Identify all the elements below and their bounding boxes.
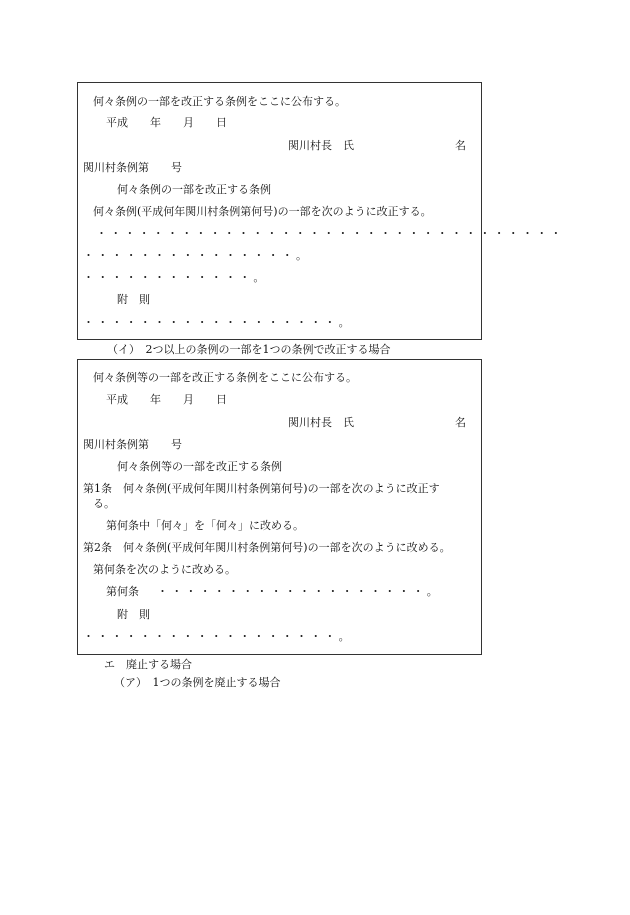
ordinance-template-box-1 bbox=[77, 82, 565, 340]
mayor-name-char: 名 bbox=[455, 139, 466, 152]
ordinance-number: 関川村条例第 号 bbox=[83, 161, 182, 174]
article-2-amendment: 第何条を次のように改める。 bbox=[93, 563, 236, 576]
article-1-amendment: 第何条中「何々」を「何々」に改める。 bbox=[106, 519, 304, 532]
promulgation-text: 何々条例の一部を改正する条例をここに公布する。 bbox=[93, 95, 346, 108]
caption-case-i: （イ） 2つ以上の条例の一部を1つの条例で改正する場合 bbox=[107, 343, 391, 356]
ellipsis-line-4: ・・・・・・・・・・・・・・・・・・。 bbox=[83, 316, 353, 329]
article-1: 第1条 何々条例(平成何年関川村条例第何号)の一部を次のように改正す bbox=[83, 482, 440, 495]
promulgation-text: 何々条例等の一部を改正する条例をここに公布する。 bbox=[93, 371, 357, 384]
ellipsis-line-2: ・・・・・・・・・・・・・・・。 bbox=[83, 249, 311, 262]
ordinance-number: 関川村条例第 号 bbox=[83, 438, 182, 451]
ellipsis-line-end: ・・・・・・・・・・・・・・・・・・。 bbox=[83, 630, 353, 643]
mayor-label: 関川村長 氏 bbox=[288, 416, 354, 429]
heading-abolition: エ 廃止する場合 bbox=[104, 658, 192, 671]
article-2: 第2条 何々条例(平成何年関川村条例第何号)の一部を次のように改める。 bbox=[83, 541, 451, 554]
ordinance-template-box-2 bbox=[77, 359, 482, 655]
article-clause-ellipsis: ・・・・・・・・・・・・・・・・・・・。 bbox=[157, 585, 441, 598]
mayor-label: 関川村長 氏 bbox=[288, 139, 354, 152]
supplementary-provisions: 附 則 bbox=[117, 608, 150, 621]
article-1-continuation: る。 bbox=[93, 497, 115, 510]
ellipsis-line-1: ・・・・・・・・・・・・・・・・・・・・・・・・・・・・・・・・・ bbox=[96, 227, 565, 240]
amendment-body: 何々条例(平成何年関川村条例第何号)の一部を次のように改正する。 bbox=[93, 205, 432, 218]
era-date: 平成 年 月 日 bbox=[106, 116, 227, 129]
caption-case-a: （ア） 1つの条例を廃止する場合 bbox=[114, 676, 281, 689]
supplementary-provisions: 附 則 bbox=[117, 293, 150, 306]
era-date: 平成 年 月 日 bbox=[106, 393, 227, 406]
article-clause-label: 第何条 bbox=[106, 585, 139, 598]
ellipsis-line-3: ・・・・・・・・・・・・。 bbox=[83, 271, 268, 284]
ordinance-title: 何々条例の一部を改正する条例 bbox=[117, 183, 271, 196]
mayor-name-char: 名 bbox=[455, 416, 466, 429]
ordinance-title: 何々条例等の一部を改正する条例 bbox=[117, 460, 282, 473]
